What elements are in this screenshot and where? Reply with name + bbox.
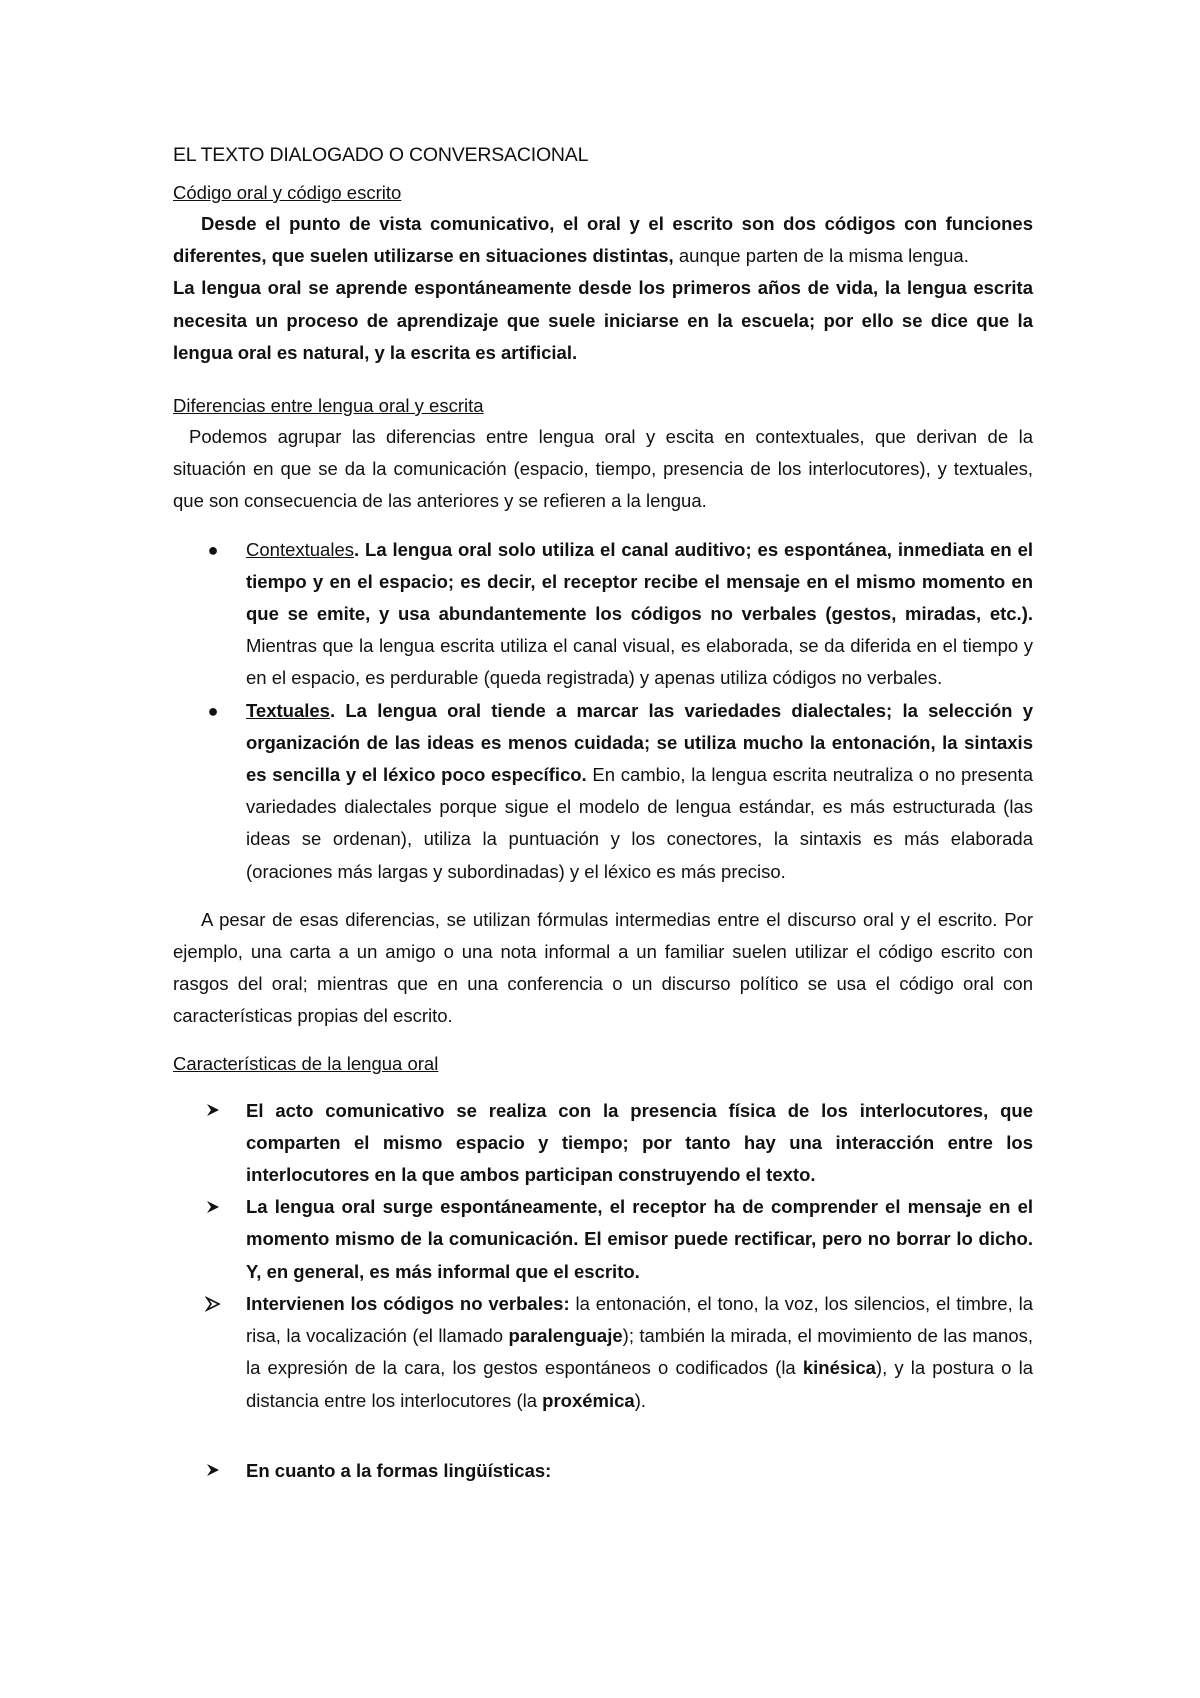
arrowhead-bullet-icon (203, 1095, 223, 1127)
arrowhead-bullet-icon (203, 1455, 223, 1487)
term-kinesica: kinésica (802, 1357, 876, 1379)
arrowhead-bullet-icon (203, 1288, 223, 1320)
item-text: En cuanto a la formas lingüísticas: (246, 1459, 552, 1481)
page-title: EL TEXTO DIALOGADO O CONVERSACIONAL (173, 144, 589, 166)
list-item (173, 534, 1033, 695)
paragraph-codigos (173, 208, 1033, 272)
item-normal-text: ). (634, 1389, 647, 1411)
arrowhead-bullet-icon (203, 1191, 223, 1223)
item-label: Contextuales (246, 538, 354, 560)
item-normal-text: Mientras que la lengua escrita utiliza el canal visual, es elaborada, se da diferida en el tiempo y en el espacio, es perdurable (queda registrada) y apenas utiliza códigos no verbales. (246, 635, 1033, 689)
section-heading-diferencias: Diferencias entre lengua oral y escrita (173, 395, 484, 417)
paragraph-formulas-intermedias: A pesar de esas diferencias, se utilizan fórmulas intermedias entre el discurso oral y el escrito. Por ejemplo, una carta a un amigo o una nota informal a un familiar suelen utilizar el código escrito con rasgos del oral; mientras que en una conferencia o un discurso político se usa el código oral con características propias del escrito. (173, 908, 1033, 1027)
paragraph-normal-text: aunque parten de la misma lengua. (673, 245, 969, 267)
item-text: La lengua oral surge espontáneamente, el receptor ha de comprender el mensaje en el momento mismo de la comunicación. El emisor puede rectificar, pero no borrar lo dicho. Y, en general, es más informal que el escrito. (246, 1196, 1033, 1282)
item-normal-text: la entonación, el tono, la voz, los silencios, el timbre, la risa, la vocalización (el llamado (246, 1292, 1033, 1347)
section-heading-codigo: Código oral y código escrito (173, 182, 402, 203)
bullet-dot-icon: ● (207, 539, 219, 560)
paragraph-bold-text: Desde el punto de vista comunicativo, el oral y el escrito son dos códigos con funciones diferentes, que suelen utilizarse en situaciones distintas, (173, 213, 1033, 267)
item-label: Textuales (246, 699, 330, 721)
list-item (173, 1455, 1033, 1487)
paragraph-lengua-oral: La lengua oral se aprende espontáneamente desde los primeros años de vida, la lengua escrita necesita un proceso de aprendizaje que suele iniciarse en la escuela; por ello se dice que la lengua oral es natural, y la escrita es artificial. (173, 277, 1033, 363)
document-body (173, 142, 1033, 1487)
item-normal-text: En cambio, la lengua escrita neutraliza o no presenta variedades dialectales porque sigue el modelo de lengua estándar, es más estructurada (las ideas se ordenan), utiliza la puntuación y los conectores, la sintaxis es más elaborada (oraciones más largas y subordinadas) y el léxico es más preciso. (246, 764, 1033, 882)
paragraph-diferencias-intro: Podemos agrupar las diferencias entre lengua oral y escita en contextuales, que derivan de la situación en que se da la comunicación (espacio, tiempo, presencia de los interlocutores), y textuales, que son consecuencia de las anteriores y se refieren a la lengua. (173, 426, 1033, 512)
item-bold-text: . La lengua oral tiende a marcar las variedades dialectales; la selección y organización de las ideas es menos cuidada; se utiliza mucho la entonación, la sintaxis es sencilla y el léxico poco específico. (246, 699, 1033, 786)
item-bold-text: . La lengua oral solo utiliza el canal auditivo; es espontánea, inmediata en el tiempo y en el espacio; es decir, el receptor recibe el mensaje en el mismo momento en que se emite, y usa abundantemente los códigos no verbales (gestos, miradas, etc.). (246, 538, 1033, 625)
item-normal-text: ); también la mirada, el movimiento de las manos, la expresión de la cara, los gestos espontáneos o codificados (la (246, 1325, 1034, 1379)
term-paralenguaje: paralenguaje (508, 1325, 623, 1347)
differences-list (173, 534, 1033, 888)
list-item (173, 1288, 1033, 1417)
list-item (173, 695, 1033, 888)
list-item (173, 1191, 1033, 1288)
characteristics-list-continued (173, 1455, 1033, 1487)
item-text: El acto comunicativo se realiza con la presencia física de los interlocutores, que comparten el mismo espacio y tiempo; por tanto hay una interacción entre los interlocutores en la que ambos participan construyendo el texto. (246, 1099, 1033, 1186)
item-bold-text: Intervienen los códigos no verbales: (246, 1292, 570, 1314)
list-item (173, 1095, 1033, 1192)
section-heading-caracteristicas: Características de la lengua oral (173, 1052, 439, 1074)
item-normal-text: ), y la postura o la distancia entre los interlocutores (la (246, 1357, 1033, 1411)
bullet-dot-icon: ● (207, 700, 219, 721)
term-proxemica: proxémica (542, 1389, 635, 1411)
characteristics-list (173, 1095, 1033, 1417)
